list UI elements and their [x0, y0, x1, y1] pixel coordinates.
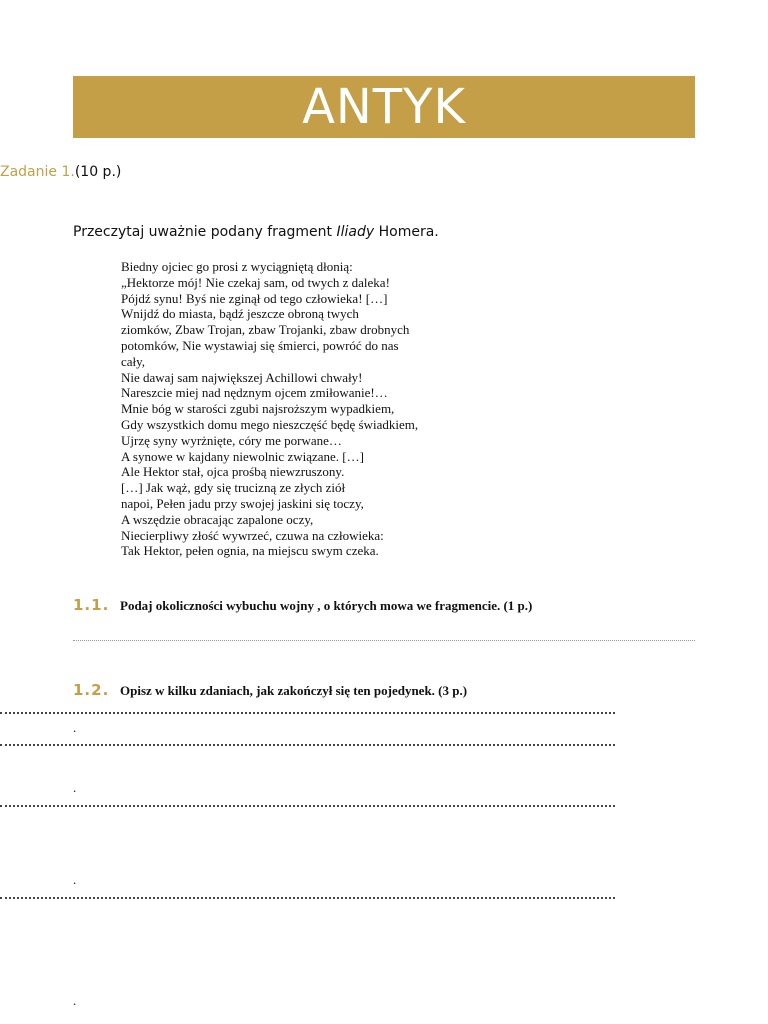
answer-mark: .: [73, 872, 77, 887]
poem-line: Tak Hektor, pełen ognia, na miejscu swym czeka.: [121, 543, 379, 559]
answer-line[interactable]: [0, 897, 615, 899]
poem-line: Nareszcie miej nad nędznym ojcem zmiłowanie!…: [121, 385, 388, 401]
poem-line: cały,: [121, 353, 146, 369]
question-1-2: [73, 681, 467, 699]
instruction-before: Przeczytaj uważnie podany fragment: [73, 224, 337, 240]
task-points: (10 p.): [74, 164, 122, 180]
task-label: Zadanie 1.: [0, 164, 75, 180]
task-instruction: [73, 224, 439, 240]
answer-mark: .: [73, 780, 77, 795]
task-heading: [0, 164, 121, 180]
poem-line: A wszędzie obracając zapalone oczy,: [121, 511, 314, 527]
question-text: Podaj okoliczności wybuchu wojny , o których mowa we fragmencie. (1 p.): [120, 598, 533, 613]
chapter-title: ANTYK: [302, 79, 466, 135]
answer-line[interactable]: [0, 744, 615, 746]
poem-line: potomków, Nie wystawiaj się śmierci, powróć do nas: [121, 337, 399, 353]
poem-line: Wnijdź do miasta, bądź jeszcze obroną twych: [121, 306, 359, 322]
poem-line: napoi, Pełen jadu przy swojej jaskini się toczy,: [121, 495, 364, 511]
poem-line: Ujrzę syny wyrżnięte, córy me porwane…: [121, 432, 342, 448]
answer-line[interactable]: [73, 640, 695, 641]
question-1-1: [73, 596, 532, 614]
question-number: 1.1.: [73, 596, 110, 614]
answer-line[interactable]: [0, 805, 615, 807]
answer-mark: .: [73, 720, 77, 735]
poem-line: ziomków, Zbaw Trojan, zbaw Trojanki, zbaw drobnych: [121, 322, 410, 338]
answer-line[interactable]: [0, 712, 615, 714]
instruction-work-title: Iliady: [336, 224, 375, 240]
poem-line: A synowe w kajdany niewolnic związane. […]: [121, 448, 364, 464]
poem-line: Niecierpliwy złość wywrzeć, czuwa na człowieka:: [121, 527, 384, 543]
poem-line: Ale Hektor stał, ojca prośbą niewzruszony.: [121, 464, 345, 480]
poem-line: Gdy wszystkich domu mego nieszczęść będę świadkiem,: [121, 416, 419, 432]
poem-line: Pójdź synu! Byś nie zginął od tego człowieka! […]: [121, 290, 388, 306]
poem-line: Biedny ojciec go prosi z wyciągniętą dłonią:: [121, 259, 353, 274]
poem-line: „Hektorze mój! Nie czekaj sam, od twych z daleka!: [121, 274, 390, 290]
answer-mark: .: [73, 993, 77, 1008]
instruction-after: Homera.: [374, 224, 439, 240]
chapter-banner: [73, 76, 695, 138]
poem-line: […] Jak wąż, gdy się trucizną ze złych ziół: [121, 480, 346, 496]
poem-line: Mnie bóg w starości zgubi najsroższym wypadkiem,: [121, 401, 395, 417]
question-text: Opisz w kilku zdaniach, jak zakończył się ten pojedynek. (3 p.): [120, 683, 468, 698]
poem-line: Nie dawaj sam największej Achillowi chwały!: [121, 369, 363, 385]
question-number: 1.2.: [73, 681, 110, 699]
poem-excerpt: [121, 259, 451, 559]
